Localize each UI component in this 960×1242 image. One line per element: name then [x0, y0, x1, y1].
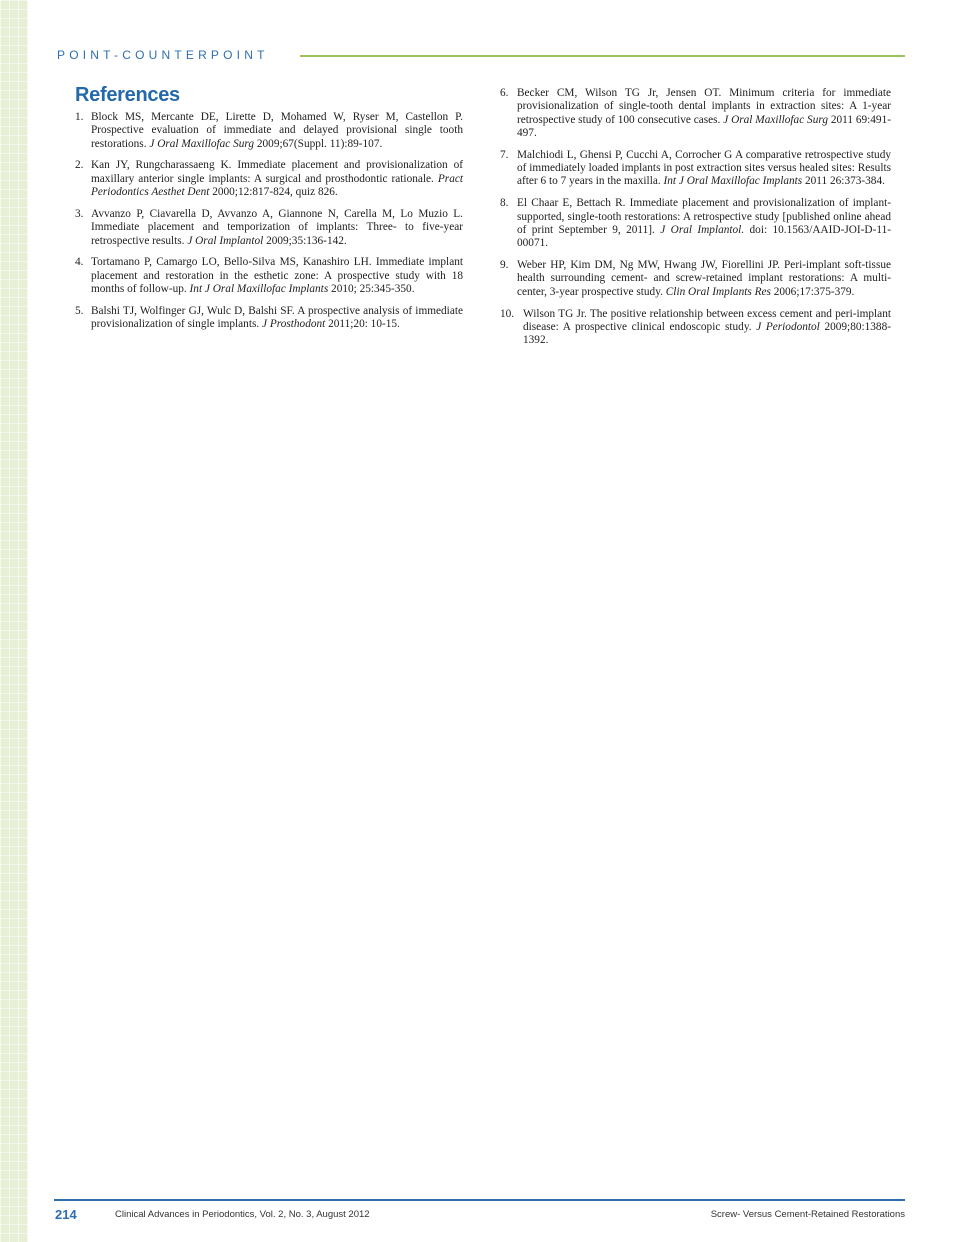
- reference-text: Block MS, Mercante DE, Lirette D, Mohamed W, Ryser M, Castellon P. Prospective evaluation of immediate and delayed provisional single tooth restorations.: [91, 111, 463, 150]
- reference-number: 5.: [75, 304, 84, 317]
- reference-source: Int J Oral Maxillofac Implants: [189, 283, 329, 296]
- reference-item: [500, 87, 891, 140]
- journal-citation: Clinical Advances in Periodontics, Vol. 2, No. 3, August 2012: [115, 1209, 370, 1220]
- reference-source: Int J Oral Maxillofac Implants: [663, 175, 803, 188]
- reference-number: 6.: [500, 87, 509, 99]
- header-rule: [300, 55, 905, 57]
- reference-number: 4.: [75, 256, 84, 269]
- reference-number: 3.: [75, 207, 84, 220]
- reference-citation: 2009;35:136-142.: [263, 234, 347, 247]
- reference-source: Clin Oral Implants Res: [665, 285, 771, 298]
- reference-citation: 2010; 25:345-350.: [328, 283, 415, 296]
- reference-text: Weber HP, Kim DM, Ng MW, Hwang JW, Fiorellini JP. Peri-implant soft-tissue health surrounding cement- and screw-retained implant restorations: A multi-center, 3-year prospective study.: [517, 259, 891, 298]
- reference-source: J Oral Maxillofac Surg: [723, 113, 828, 126]
- reference-number: 10.: [500, 307, 515, 320]
- references-heading: References: [75, 84, 180, 106]
- reference-citation: 2011 26:373-384.: [802, 175, 885, 188]
- reference-citation: 2000;12:817-824, quiz 826.: [209, 186, 338, 199]
- reference-source: J Prosthodont: [262, 318, 326, 331]
- footer-rule: [54, 1199, 905, 1201]
- reference-number: 7.: [500, 148, 509, 161]
- reference-citation: 2011 69:491-497.: [517, 113, 891, 139]
- reference-source: J Oral Implantol.: [660, 223, 745, 236]
- reference-item: [500, 197, 891, 250]
- reference-citation: 2011;20: 10-15.: [325, 318, 400, 331]
- reference-list-right: [500, 87, 891, 347]
- references-column-left: [75, 84, 463, 340]
- references-column-right: [500, 87, 891, 356]
- reference-source: J Oral Implantol: [187, 234, 264, 247]
- reference-text: Kan JY, Rungcharassaeng K. Immediate placement and provisionalization of maxillary anterior single implants: A surgical and prosthodontic rationale.: [91, 159, 463, 185]
- decorative-side-strip: [0, 0, 28, 1242]
- reference-number: 9.: [500, 259, 509, 272]
- reference-list-left: [75, 111, 463, 332]
- reference-citation: 2006;17:375-379.: [770, 285, 855, 298]
- reference-item: [75, 111, 463, 151]
- reference-item: [75, 208, 463, 248]
- reference-item: [500, 308, 891, 348]
- reference-source: J Oral Maxillofac Surg: [149, 137, 255, 150]
- reference-source: J Periodontol: [756, 320, 820, 333]
- reference-citation: 2009;67(Suppl. 11):89-107.: [254, 137, 383, 150]
- reference-item: [75, 159, 463, 199]
- reference-item: [500, 149, 891, 189]
- reference-text: El Chaar E, Bettach R. Immediate placement and provisionalization of implant-supported, single-tooth restorations: A retrospective study [published online ahead of print September 9, 2011].: [517, 197, 891, 236]
- reference-number: 8.: [500, 197, 509, 210]
- reference-item: [500, 259, 891, 299]
- reference-text: Malchiodi L, Ghensi P, Cucchi A, Corrocher G A comparative retrospective study of immediately loaded implants in post extraction sites versus healed sites: Results after 6 to 7 years in the maxilla.: [517, 148, 891, 188]
- page-number: 214: [55, 1207, 77, 1222]
- reference-item: [75, 256, 463, 296]
- reference-citation: doi: 10.1563/AAID-JOI-D-11-00071.: [517, 223, 891, 250]
- running-title: Screw- Versus Cement-Retained Restorations: [710, 1209, 905, 1220]
- reference-number: 1.: [75, 111, 84, 123]
- reference-text: Avvanzo P, Ciavarella D, Avvanzo A, Giannone N, Carella M, Lo Muzio L. Immediate placement and temporization of implants: Three- to five-year retrospective results.: [91, 207, 463, 247]
- reference-source: Pract Periodontics Aesthet Dent: [91, 172, 463, 199]
- section-label: POINT-COUNTERPOINT: [57, 48, 269, 62]
- reference-text: Tortamano P, Camargo LO, Bello-Silva MS, Kanashiro LH. Immediate implant placement and restoration in the esthetic zone: A prospective study with 18 months of follow-up.: [91, 256, 463, 296]
- reference-item: [75, 305, 463, 332]
- reference-text: Balshi TJ, Wolfinger GJ, Wulc D, Balshi SF. A prospective analysis of immediate provisionalization of single implants.: [91, 304, 463, 331]
- reference-text: Wilson TG Jr. The positive relationship between excess cement and peri-implant disease: A prospective clinical endoscopic study.: [523, 307, 891, 333]
- reference-number: 2.: [75, 159, 84, 172]
- reference-text: Becker CM, Wilson TG Jr, Jensen OT. Minimum criteria for immediate provisionalization of single-tooth dental implants in extraction sites: A 1-year retrospective study of 100 consecutive cases.: [517, 87, 891, 126]
- reference-citation: 2009;80:1388-1392.: [523, 320, 891, 347]
